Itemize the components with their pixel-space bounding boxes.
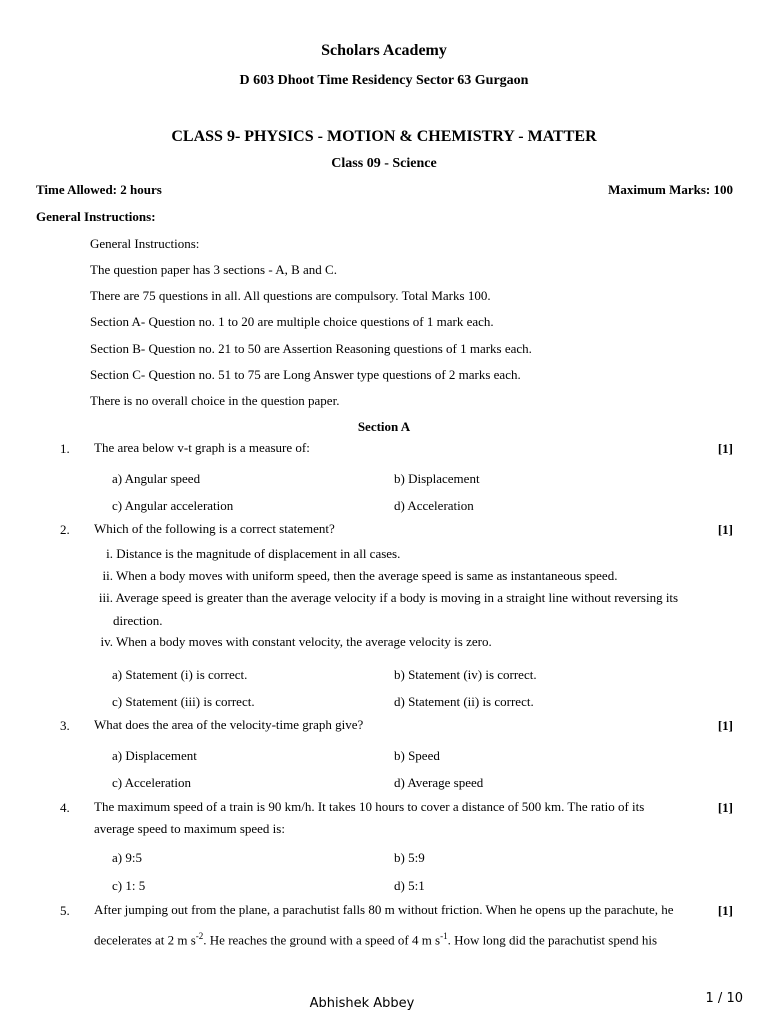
statement-item <box>94 631 704 653</box>
option-a: a) Displacement <box>112 748 197 763</box>
question-marks: [1] <box>717 522 733 537</box>
option-b: b) Speed <box>394 748 440 763</box>
instruction-item: There is no overall choice in the question paper. <box>90 393 340 408</box>
question-marks: [1] <box>717 718 733 733</box>
question-text: Which of the following is a correct statement? <box>94 521 335 536</box>
statement-text: Distance is the magnitude of displacement in all cases. <box>116 546 401 561</box>
statement-number: iii. <box>98 590 113 605</box>
question-number: 2. <box>60 522 70 537</box>
superscript: -1 <box>440 931 448 941</box>
question-number: 4. <box>60 800 70 815</box>
text-fragment: . He reaches the ground with a speed of 4 m s <box>203 932 441 948</box>
question-text-line-2: average speed to maximum speed is: <box>94 821 285 836</box>
instruction-item: Section C- Question no. 51 to 75 are Long Answer type questions of 2 marks each. <box>90 367 521 382</box>
section-heading: Section A <box>357 419 411 434</box>
option-a: a) Angular speed <box>112 471 201 486</box>
statement-text: When a body moves with constant velocity, the average velocity is zero. <box>116 634 492 649</box>
footer-author: Abhishek Abbey <box>309 996 415 1011</box>
option-b: b) Displacement <box>394 471 480 486</box>
option-a: a) Statement (i) is correct. <box>112 667 248 682</box>
option-c: c) 1: 5 <box>112 878 146 893</box>
question-text: The area below v-t graph is a measure of: <box>94 440 310 455</box>
question-marks: [1] <box>717 441 733 456</box>
school-address: D 603 Dhoot Time Residency Sector 63 Gurgaon <box>239 73 529 88</box>
statement-number: i. <box>106 546 113 561</box>
statement-number: ii. <box>102 568 113 583</box>
statement-text: When a body moves with uniform speed, then the average speed is same as instantaneous speed. <box>116 568 618 583</box>
statement-text: Average speed is greater than the average velocity if a body is moving in a straight line without reversing its <box>115 590 679 605</box>
school-name: Scholars Academy <box>321 42 447 59</box>
question-number: 1. <box>60 441 70 456</box>
superscript: -2 <box>195 931 204 941</box>
statement-item <box>94 587 704 609</box>
option-c: c) Angular acceleration <box>112 498 234 513</box>
paper-subtitle: Class 09 - Science <box>331 156 437 171</box>
page-number: 1 / 10 <box>705 991 743 1006</box>
statement-continuation: direction. <box>113 613 163 628</box>
question-number: 3. <box>60 718 70 733</box>
instruction-item: The question paper has 3 sections - A, B and C. <box>90 262 337 277</box>
question-marks: [1] <box>717 800 733 815</box>
text-fragment: . How long did the parachutist spend his <box>447 932 658 948</box>
option-b: b) Statement (iv) is correct. <box>394 667 537 682</box>
instruction-item: General Instructions: <box>90 236 200 251</box>
question-text-line-2 <box>94 925 700 951</box>
general-instructions-heading: General Instructions: <box>36 209 156 224</box>
maximum-marks: Maximum Marks: 100 <box>608 182 733 197</box>
option-d: d) Average speed <box>394 775 484 790</box>
time-allowed: Time Allowed: 2 hours <box>36 182 162 197</box>
option-d: d) 5:1 <box>394 878 425 893</box>
text-fragment: decelerates at 2 m s <box>94 932 196 948</box>
statement-number: iv. <box>100 634 113 649</box>
question-text-line-1: After jumping out from the plane, a parachutist falls 80 m without friction. When he opens up the parachute, he <box>94 902 674 917</box>
instruction-item: Section A- Question no. 1 to 20 are multiple choice questions of 1 mark each. <box>90 314 494 329</box>
question-text-line-1: The maximum speed of a train is 90 km/h. It takes 10 hours to cover a distance of 500 km. The ratio of its <box>94 799 645 814</box>
statement-item <box>94 543 704 565</box>
question-number: 5. <box>60 903 70 918</box>
option-c: c) Acceleration <box>112 775 192 790</box>
option-c: c) Statement (iii) is correct. <box>112 694 255 709</box>
option-a: a) 9:5 <box>112 850 142 865</box>
option-b: b) 5:9 <box>394 850 425 865</box>
option-d: d) Acceleration <box>394 498 474 513</box>
instruction-item: There are 75 questions in all. All questions are compulsory. Total Marks 100. <box>90 288 491 303</box>
statement-item <box>94 565 704 587</box>
paper-title: CLASS 9- PHYSICS - MOTION & CHEMISTRY - MATTER <box>171 128 597 145</box>
question-text: What does the area of the velocity-time graph give? <box>94 717 364 732</box>
question-marks: [1] <box>717 903 733 918</box>
instruction-item: Section B- Question no. 21 to 50 are Assertion Reasoning questions of 1 marks each. <box>90 341 532 356</box>
option-d: d) Statement (ii) is correct. <box>394 694 534 709</box>
